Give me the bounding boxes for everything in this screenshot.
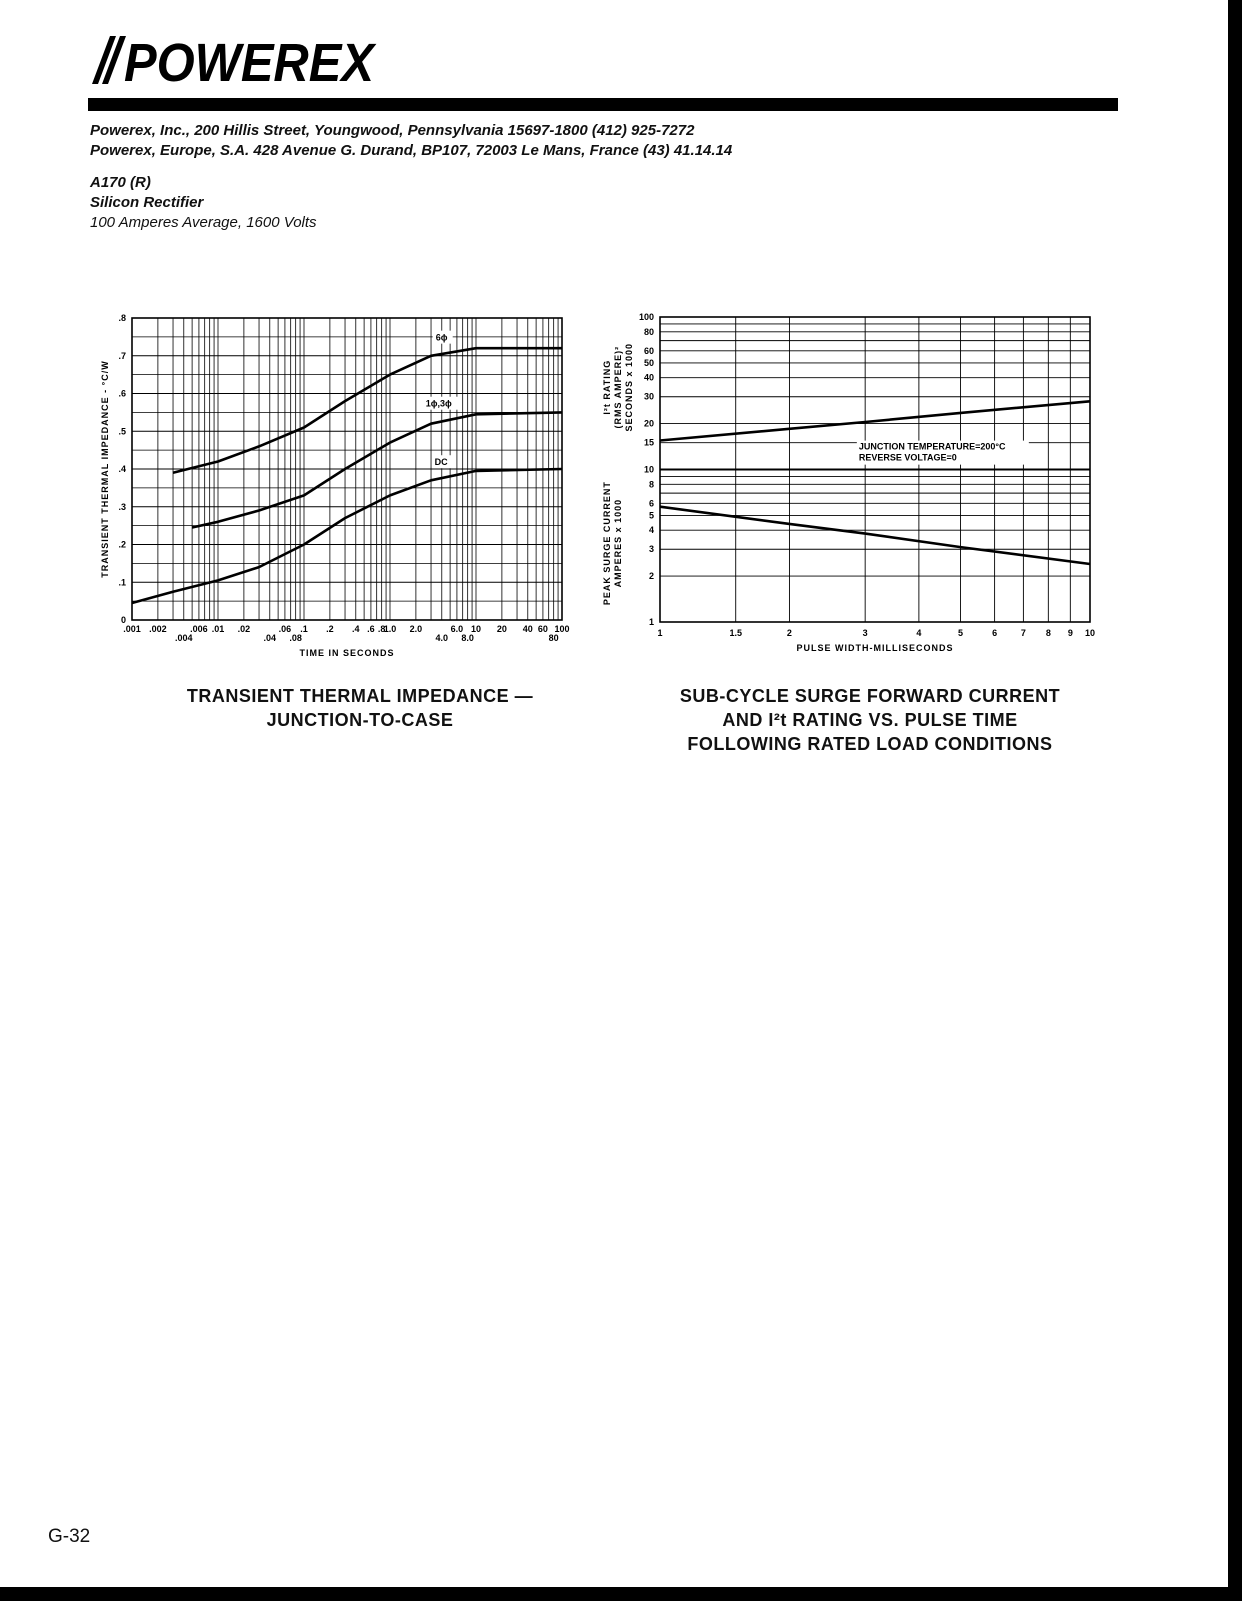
chart2-y-tick-label: 60 [643, 345, 654, 356]
chart1-y-tick-label: .2 [118, 539, 126, 550]
chart1-x-tick-label: .2 [326, 624, 334, 634]
page-number: G-32 [48, 1526, 91, 1547]
chart2-y-tick-label: 20 [643, 418, 654, 429]
chart2-x-tick-label: 1.5 [729, 628, 742, 638]
chart2-x-tick-label: 9 [1067, 628, 1073, 638]
chart1-y-tick-label: .4 [118, 464, 126, 474]
logo-text: POWEREX [124, 33, 377, 90]
chart1-y-tick-label: .3 [118, 501, 126, 512]
part-number: A170 (R) [90, 174, 151, 191]
chart2-y-tick-label: 80 [643, 326, 654, 337]
chart2-x-axis-label: PULSE WIDTH-MILLISECONDS [796, 643, 954, 653]
chart2-y-tick-label: 6 [648, 498, 654, 509]
chart1-x-tick-label: .004 [175, 633, 193, 643]
chart1-series-label-2: 1ϕ,3ϕ [425, 398, 452, 409]
chart1-x-tick-label: 60 [537, 624, 548, 634]
address-line-1: Powerex, Inc., 200 Hillis Street, Youngwood, Pennsylvania 15697-1800 (412) 925-7272 [90, 122, 695, 139]
chart2-caption-line-2: AND I²t RATING VS. PULSE TIME [722, 710, 1018, 730]
chart2-annotation: JUNCTION TEMPERATURE=200°C [858, 441, 1006, 452]
chart1-y-tick-label: .7 [118, 350, 126, 361]
chart1-x-tick-label: 100 [554, 624, 570, 634]
chart1-series-line-1 [173, 348, 562, 473]
chart2-y-tick-label: 1 [648, 617, 654, 627]
chart1-caption [150, 684, 570, 732]
chart1-x-tick-label: .01 [211, 624, 225, 634]
chart2-grid [660, 317, 1090, 622]
chart2-x-tick-label: 1 [657, 628, 663, 638]
chart2-y-tick-label: 50 [643, 357, 654, 368]
chart2-caption [640, 684, 1100, 756]
chart1-x-tick-label: 2.0 [409, 624, 423, 634]
chart2-y-tick-label: 5 [648, 510, 654, 521]
chart1-x-tick-label: .1 [300, 624, 308, 634]
chart1-y-tick-label: .6 [118, 388, 126, 399]
transient-thermal-impedance-chart [96, 300, 592, 680]
chart2-y-axis-label-lower: AMPERES x 1000 [613, 498, 623, 588]
chart2-annotation: REVERSE VOLTAGE=0 [858, 452, 957, 463]
chart1-y-tick-label: .1 [118, 577, 126, 588]
chart2-x-tick-label: 10 [1084, 628, 1096, 638]
chart2-caption-line-1: SUB-CYCLE SURGE FORWARD CURRENT [679, 686, 1061, 706]
chart1-x-tick-label: 10 [470, 624, 482, 634]
chart1-x-tick-label: .06 [278, 624, 292, 634]
chart2-y-tick-label: 30 [643, 391, 654, 402]
part-rating: 100 Amperes Average, 1600 Volts [90, 214, 317, 231]
page-frame-bottom [0, 1587, 1242, 1601]
chart1-x-tick-label: 6.0 [450, 624, 464, 634]
chart1-y-tick-label: 0 [120, 615, 126, 625]
chart2-x-tick-label: 6 [992, 628, 998, 638]
chart1-series-label-3: DC [434, 457, 448, 468]
powerex-logo [88, 30, 388, 90]
chart1-x-tick-label: .8 [377, 624, 386, 634]
chart1-series-label-1: 6ϕ [435, 332, 448, 343]
chart1-x-tick-label: 20 [496, 624, 507, 634]
chart2-x-tick-label: 2 [786, 628, 792, 638]
chart1-x-tick-label: 8.0 [461, 633, 474, 643]
chart1-x-tick-label: .04 [263, 633, 277, 643]
chart2-y-tick-label: 10 [643, 464, 654, 475]
chart1-x-axis-label: TIME IN SECONDS [299, 648, 395, 658]
address-line-2: Powerex, Europe, S.A. 428 Avenue G. Durand, BP107, 72003 Le Mans, France (43) 41.14.14 [90, 142, 733, 159]
chart2-y-tick-label: 15 [643, 437, 654, 448]
header-rule [88, 98, 1118, 111]
chart1-x-tick-label: 4.0 [435, 633, 449, 643]
chart2-x-tick-label: 3 [862, 628, 868, 638]
chart1-x-tick-label: .006 [190, 624, 208, 634]
chart1-x-tick-label: .002 [149, 624, 167, 634]
chart1-x-tick-label: .001 [123, 624, 141, 634]
chart2-y-tick-label: 8 [648, 479, 654, 490]
chart1-y-tick-label: .5 [118, 426, 126, 437]
chart2-x-tick-label: 8 [1045, 628, 1051, 638]
chart2-y-axis-label-upper: SECONDS x 1000 [624, 342, 634, 432]
page-frame-right [1228, 0, 1242, 1601]
chart2-y-tick-label: 40 [643, 372, 654, 383]
chart1-y-axis-label: TRANSIENT THERMAL IMPEDANCE - °C/W [100, 360, 110, 578]
chart2-y-tick-label: 3 [648, 544, 654, 555]
chart2-series-line-1 [660, 401, 1090, 440]
chart1-x-tick-label: .08 [289, 633, 302, 643]
chart2-y-tick-label: 4 [648, 525, 654, 536]
chart1-y-tick-label: .8 [118, 313, 126, 323]
chart1-x-tick-label: 80 [548, 633, 559, 643]
chart1-x-tick-label: .02 [237, 624, 251, 634]
chart2-series-group [660, 401, 1090, 564]
chart2-x-tick-label: 7 [1020, 628, 1026, 638]
chart2-caption-line-3: FOLLOWING RATED LOAD CONDITIONS [687, 734, 1053, 754]
chart2-y-tick-label: 2 [648, 571, 654, 582]
chart2-y-axis-label-upper: I²t RATING [602, 359, 612, 415]
chart2-x-tick-label: 4 [916, 628, 922, 638]
chart2-y-tick-label: 100 [638, 312, 654, 322]
chart1-caption-line-2: JUNCTION-TO-CASE [266, 710, 454, 730]
chart1-x-tick-label: .6 [367, 624, 375, 634]
chart2-y-axis-label-lower: PEAK SURGE CURRENT [602, 481, 612, 606]
surge-current-i2t-chart [602, 300, 1132, 680]
chart2-x-tick-label: 5 [958, 628, 964, 638]
chart1-x-tick-label: 40 [522, 624, 533, 634]
chart1-series-group [132, 348, 562, 603]
chart1-series-line-3 [132, 469, 562, 603]
chart1-x-tick-label: 1.0 [383, 624, 397, 634]
chart1-caption-line-1: TRANSIENT THERMAL IMPEDANCE — [186, 686, 534, 706]
chart1-x-tick-label: .4 [352, 624, 360, 634]
part-description: Silicon Rectifier [90, 194, 204, 211]
chart2-y-axis-label-upper: (RMS AMPERE)² [613, 345, 623, 429]
